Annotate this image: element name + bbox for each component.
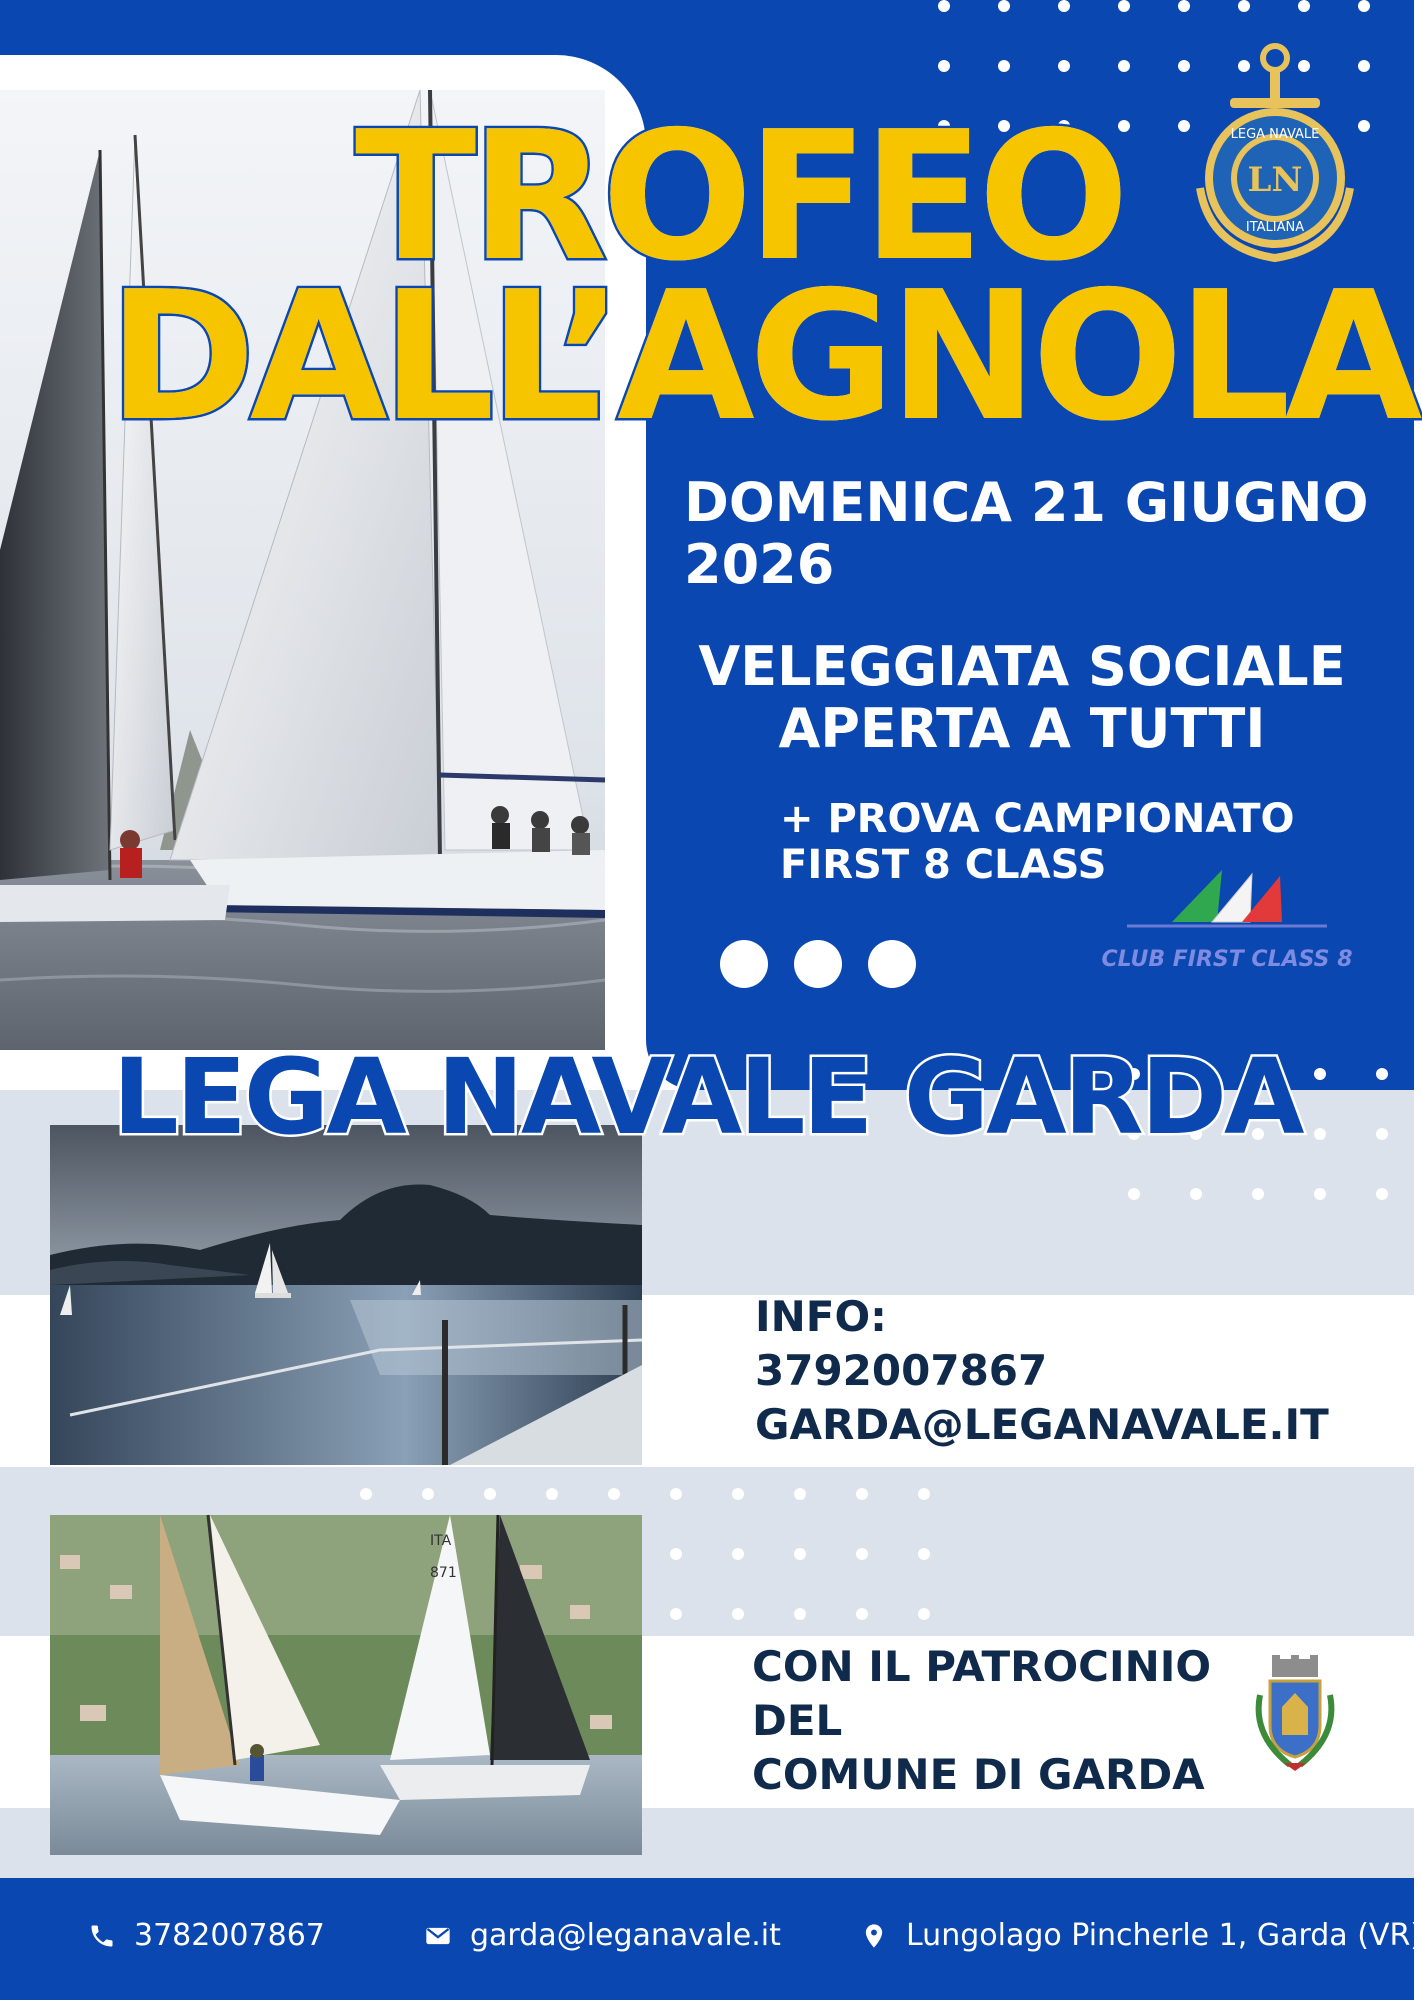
mail-icon [424, 1922, 452, 1950]
lake-garda-photo [50, 1125, 642, 1465]
decorative-dot [422, 1488, 434, 1500]
patronage-line-3: COMUNE DI GARDA [752, 1749, 1205, 1799]
coat-of-arms-icon [1250, 1655, 1340, 1775]
decorative-dot [918, 1608, 930, 1620]
first-class-logo-text: CLUB FIRST CLASS 8 [1101, 947, 1353, 972]
decorative-dot [732, 1548, 744, 1560]
event-line-1: VELEGGIATA SOCIALE [698, 635, 1346, 698]
patronage-line-1: CON IL PATROCINIO [752, 1642, 1212, 1691]
decorative-dot [732, 1488, 744, 1500]
decorative-big-dots [720, 940, 916, 988]
event-date: DOMENICA 21 GIUGNO 2026 [684, 471, 1369, 597]
decorative-dot [1058, 60, 1070, 72]
decorative-dot [856, 1548, 868, 1560]
info-block [755, 1290, 1329, 1451]
decorative-dot [1298, 0, 1310, 12]
footer-email[interactable] [424, 1918, 781, 1953]
decorative-dot [670, 1488, 682, 1500]
regatta-boats-photo [50, 1515, 642, 1855]
decorative-dot [1178, 0, 1190, 12]
decorative-dot [794, 1608, 806, 1620]
decorative-dot [938, 60, 950, 72]
footer-address[interactable] [860, 1918, 1422, 1953]
decorative-dot [608, 1488, 620, 1500]
decorative-dot [794, 1488, 806, 1500]
event-line-2: APERTA A TUTTI [778, 697, 1266, 761]
decorative-dot [1252, 1188, 1264, 1200]
patronage-block [752, 1640, 1211, 1801]
footer-email-text: garda@leganavale.it [470, 1918, 781, 1953]
big-dot [794, 940, 842, 988]
decorative-dot [1238, 0, 1250, 12]
footer-phone[interactable] [88, 1918, 325, 1953]
championship-line-2: FIRST 8 CLASS [780, 842, 1107, 888]
decorative-dot [1178, 120, 1190, 132]
info-email[interactable]: GARDA@LEGANAVALE.IT [755, 1399, 1329, 1449]
decorative-dot [794, 1548, 806, 1560]
decorative-dot [856, 1608, 868, 1620]
phone-icon [88, 1922, 116, 1950]
decorative-dot [1118, 0, 1130, 12]
title-line-1: TROFEO [355, 93, 1124, 300]
info-label: INFO: [755, 1292, 887, 1341]
footer-address-text: Lungolago Pincherle 1, Garda (VR) [906, 1918, 1422, 1953]
decorative-dot [1314, 1188, 1326, 1200]
decorative-dot [1118, 60, 1130, 72]
decorative-dot [360, 1488, 372, 1500]
decorative-dot [856, 1488, 868, 1500]
decorative-dot [546, 1488, 558, 1500]
big-dot [868, 940, 916, 988]
svg-text:ITA: ITA [430, 1533, 452, 1549]
decorative-dot [1058, 0, 1070, 12]
decorative-dot [938, 0, 950, 12]
decorative-dot [918, 1548, 930, 1560]
patronage-line-2: DEL [752, 1695, 843, 1745]
lega-navale-logo [1190, 38, 1360, 268]
club-first-class-8-logo [1101, 862, 1353, 982]
lega-navale-monogram: LN [1247, 160, 1303, 200]
decorative-dot [484, 1488, 496, 1500]
organizer-title: LEGA NAVALE GARDA [112, 1036, 1302, 1158]
location-pin-icon [860, 1922, 888, 1950]
svg-text:871: 871 [430, 1565, 457, 1581]
championship-line-1: + PROVA CAMPIONATO [780, 796, 1295, 842]
decorative-dot [1128, 1188, 1140, 1200]
title-line-2: DALL’AGNOLA [108, 253, 1417, 460]
decorative-dot [670, 1548, 682, 1560]
decorative-dot [1178, 60, 1190, 72]
footer-phone-text: 3782007867 [134, 1918, 325, 1953]
decorative-dot [998, 60, 1010, 72]
decorative-dot [1190, 1188, 1202, 1200]
big-dot [720, 940, 768, 988]
decorative-dot [998, 0, 1010, 12]
event-description [672, 636, 1372, 760]
lega-navale-ring-top: LEGA NAVALE [1230, 127, 1320, 142]
lega-navale-ring-bottom: ITALIANA [1245, 220, 1305, 235]
decorative-dot [918, 1488, 930, 1500]
decorative-dot [1376, 1188, 1388, 1200]
decorative-dot [732, 1608, 744, 1620]
decorative-dot [1358, 0, 1370, 12]
decorative-dot [670, 1608, 682, 1620]
info-phone[interactable]: 3792007867 [755, 1345, 1048, 1395]
